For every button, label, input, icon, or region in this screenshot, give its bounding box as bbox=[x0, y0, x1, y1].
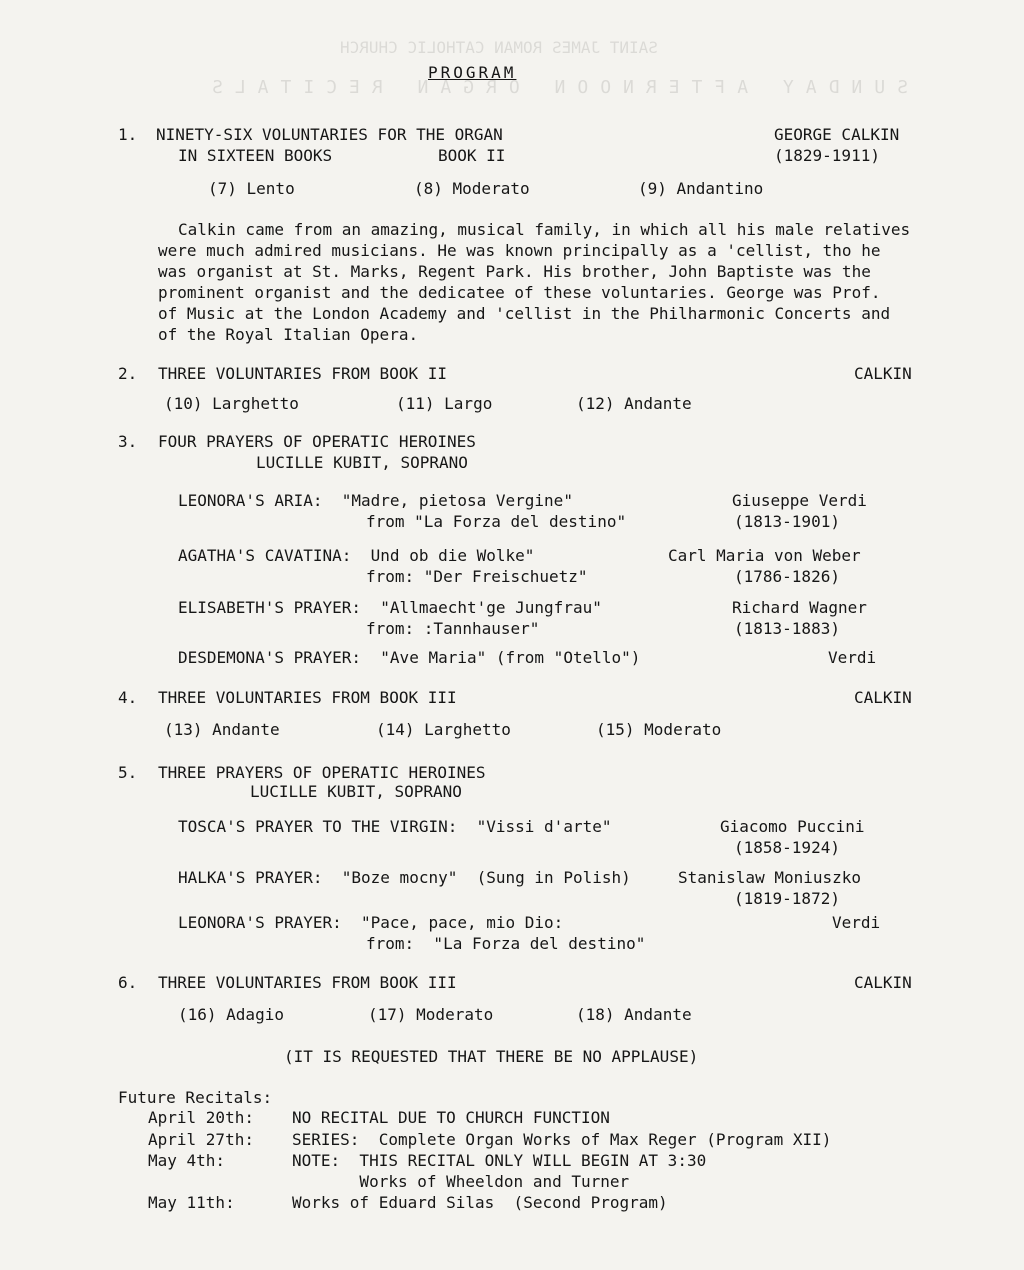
notes-line: were much admired musicians. He was known principally as a 'cellist, tho he bbox=[158, 241, 881, 260]
piece-source: from: :Tannhauser" bbox=[366, 619, 540, 638]
item-1-dates: (1829-1911) bbox=[774, 146, 880, 165]
piece-composer: Richard Wagner bbox=[732, 598, 867, 617]
future-recitals-heading: Future Recitals: bbox=[118, 1088, 273, 1107]
piece-dates: (1813-1901) bbox=[734, 512, 840, 531]
item-1-subtitle: IN SIXTEEN BOOKS bbox=[178, 146, 333, 165]
future-date: May 4th: bbox=[148, 1151, 226, 1170]
movement: (16) Adagio bbox=[178, 1005, 284, 1024]
item-4-number: 4. bbox=[118, 688, 138, 707]
applause-note: (IT IS REQUESTED THAT THERE BE NO APPLAUSE) bbox=[284, 1047, 699, 1066]
piece-source: from: "Der Freischuetz" bbox=[366, 567, 588, 586]
bleed-through-series: SUNDAY AFTERNOON ORGAN RECITALS bbox=[200, 77, 908, 98]
piece-title: LEONORA'S ARIA: "Madre, pietosa Vergine" bbox=[178, 491, 573, 510]
piece-title: DESDEMONA'S PRAYER: "Ave Maria" (from "Otello") bbox=[178, 648, 641, 667]
bleed-through-church: SAINT JAMES ROMAN CATHOLIC CHURCH bbox=[340, 38, 658, 57]
item-1-composer: GEORGE CALKIN bbox=[774, 125, 900, 144]
piece-composer: Carl Maria von Weber bbox=[668, 546, 861, 565]
item-2-title: THREE VOLUNTARIES FROM BOOK II bbox=[158, 364, 447, 383]
future-text: NOTE: THIS RECITAL ONLY WILL BEGIN AT 3:30 bbox=[292, 1151, 707, 1170]
item-2-number: 2. bbox=[118, 364, 138, 383]
piece-title: AGATHA'S CAVATINA: Und ob die Wolke" bbox=[178, 546, 535, 565]
item-1-title: NINETY-SIX VOLUNTARIES FOR THE ORGAN bbox=[156, 125, 503, 144]
future-text: SERIES: Complete Organ Works of Max Reger (Program XII) bbox=[292, 1130, 832, 1149]
notes-line: Calkin came from an amazing, musical family, in which all his male relatives bbox=[178, 220, 911, 239]
movement: (7) Lento bbox=[208, 179, 295, 198]
notes-line: of Music at the London Academy and 'cellist in the Philharmonic Concerts and bbox=[158, 304, 891, 323]
future-text: NO RECITAL DUE TO CHURCH FUNCTION bbox=[292, 1108, 610, 1127]
movement: (18) Andante bbox=[576, 1005, 692, 1024]
item-3-performer: LUCILLE KUBIT, SOPRANO bbox=[256, 453, 468, 472]
movement: (10) Larghetto bbox=[164, 394, 299, 413]
movement: (8) Moderato bbox=[414, 179, 530, 198]
movement: (13) Andante bbox=[164, 720, 280, 739]
piece-title: ELISABETH'S PRAYER: "Allmaecht'ge Jungfrau" bbox=[178, 598, 602, 617]
piece-composer: Stanislaw Moniuszko bbox=[678, 868, 862, 887]
movement: (17) Moderato bbox=[368, 1005, 494, 1024]
item-5-title: THREE PRAYERS OF OPERATIC HEROINES bbox=[158, 763, 486, 782]
program-title: PROGRAM bbox=[428, 63, 517, 82]
piece-title: TOSCA'S PRAYER TO THE VIRGIN: "Vissi d'arte" bbox=[178, 817, 612, 836]
piece-composer: Verdi bbox=[832, 913, 881, 932]
future-date: April 20th: bbox=[148, 1108, 254, 1127]
piece-composer: Giuseppe Verdi bbox=[732, 491, 867, 510]
movement: (15) Moderato bbox=[596, 720, 722, 739]
piece-source: from "La Forza del destino" bbox=[366, 512, 627, 531]
item-3-title: FOUR PRAYERS OF OPERATIC HEROINES bbox=[158, 432, 476, 451]
piece-composer: Giacomo Puccini bbox=[720, 817, 865, 836]
item-3-number: 3. bbox=[118, 432, 138, 451]
piece-title: LEONORA'S PRAYER: "Pace, pace, mio Dio: bbox=[178, 913, 564, 932]
notes-line: of the Royal Italian Opera. bbox=[158, 325, 419, 344]
item-4-title: THREE VOLUNTARIES FROM BOOK III bbox=[158, 688, 457, 707]
piece-dates: (1858-1924) bbox=[734, 838, 840, 857]
future-text: Works of Wheeldon and Turner bbox=[292, 1172, 630, 1191]
item-4-composer: CALKIN bbox=[854, 688, 912, 707]
piece-dates: (1819-1872) bbox=[734, 889, 840, 908]
movement: (12) Andante bbox=[576, 394, 692, 413]
piece-source: from: "La Forza del destino" bbox=[366, 934, 646, 953]
piece-title: HALKA'S PRAYER: "Boze mocny" (Sung in Polish) bbox=[178, 868, 631, 887]
item-6-composer: CALKIN bbox=[854, 973, 912, 992]
item-6-title: THREE VOLUNTARIES FROM BOOK III bbox=[158, 973, 457, 992]
future-date: May 11th: bbox=[148, 1193, 235, 1212]
notes-line: prominent organist and the dedicatee of these voluntaries. George was Prof. bbox=[158, 283, 881, 302]
notes-line: was organist at St. Marks, Regent Park. His brother, John Baptiste was the bbox=[158, 262, 871, 281]
piece-dates: (1786-1826) bbox=[734, 567, 840, 586]
future-date: April 27th: bbox=[148, 1130, 254, 1149]
movement: (14) Larghetto bbox=[376, 720, 511, 739]
movement: (9) Andantino bbox=[638, 179, 764, 198]
piece-composer: Verdi bbox=[828, 648, 877, 667]
future-text: Works of Eduard Silas (Second Program) bbox=[292, 1193, 668, 1212]
item-5-performer: LUCILLE KUBIT, SOPRANO bbox=[250, 782, 462, 801]
movement: (11) Largo bbox=[396, 394, 493, 413]
item-6-number: 6. bbox=[118, 973, 138, 992]
item-5-number: 5. bbox=[118, 763, 138, 782]
item-1-number: 1. bbox=[118, 125, 138, 144]
item-1-book: BOOK II bbox=[438, 146, 506, 165]
item-2-composer: CALKIN bbox=[854, 364, 912, 383]
piece-dates: (1813-1883) bbox=[734, 619, 840, 638]
